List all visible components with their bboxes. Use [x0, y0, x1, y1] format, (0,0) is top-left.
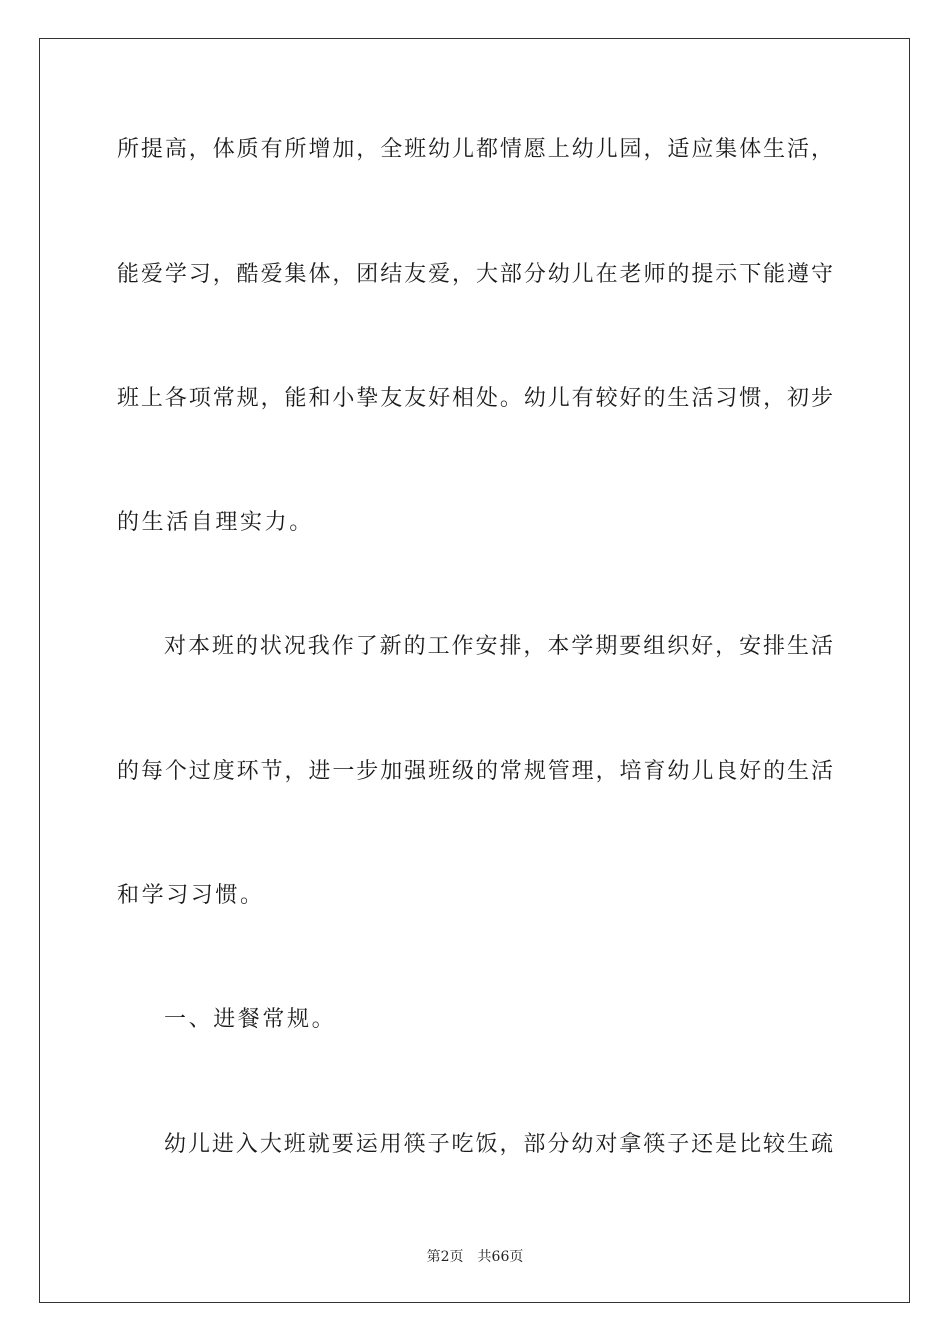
paragraph-start-line: 幼儿进入大班就要运用筷子吃饭，部分幼对拿筷子还是比较生疏 — [164, 1132, 833, 1157]
text-line: 所提高，体质有所增加，全班幼儿都情愿上幼儿园，适应集体生活， — [117, 137, 833, 162]
page-number: 第2页 — [426, 1249, 464, 1265]
page-border — [39, 38, 910, 1303]
page-total: 共66页 — [477, 1249, 524, 1265]
text-line: 能爱学习，酷爱集体，团结友爱，大部分幼儿在老师的提示下能遵守 — [117, 262, 833, 287]
text-line: 的每个过度环节，进一步加强班级的常规管理，培育幼儿良好的生活 — [117, 759, 833, 784]
section-heading: 一、进餐常规。 — [164, 1007, 337, 1032]
text-line: 和学习习惯。 — [117, 883, 265, 908]
paragraph-start-line: 对本班的状况我作了新的工作安排，本学期要组织好，安排生活 — [164, 634, 833, 659]
text-line: 班上各项常规，能和小挚友友好相处。幼儿有较好的生活习惯，初步 — [117, 386, 833, 411]
text-line: 的生活自理实力。 — [117, 510, 314, 535]
page-footer — [0, 1248, 950, 1266]
